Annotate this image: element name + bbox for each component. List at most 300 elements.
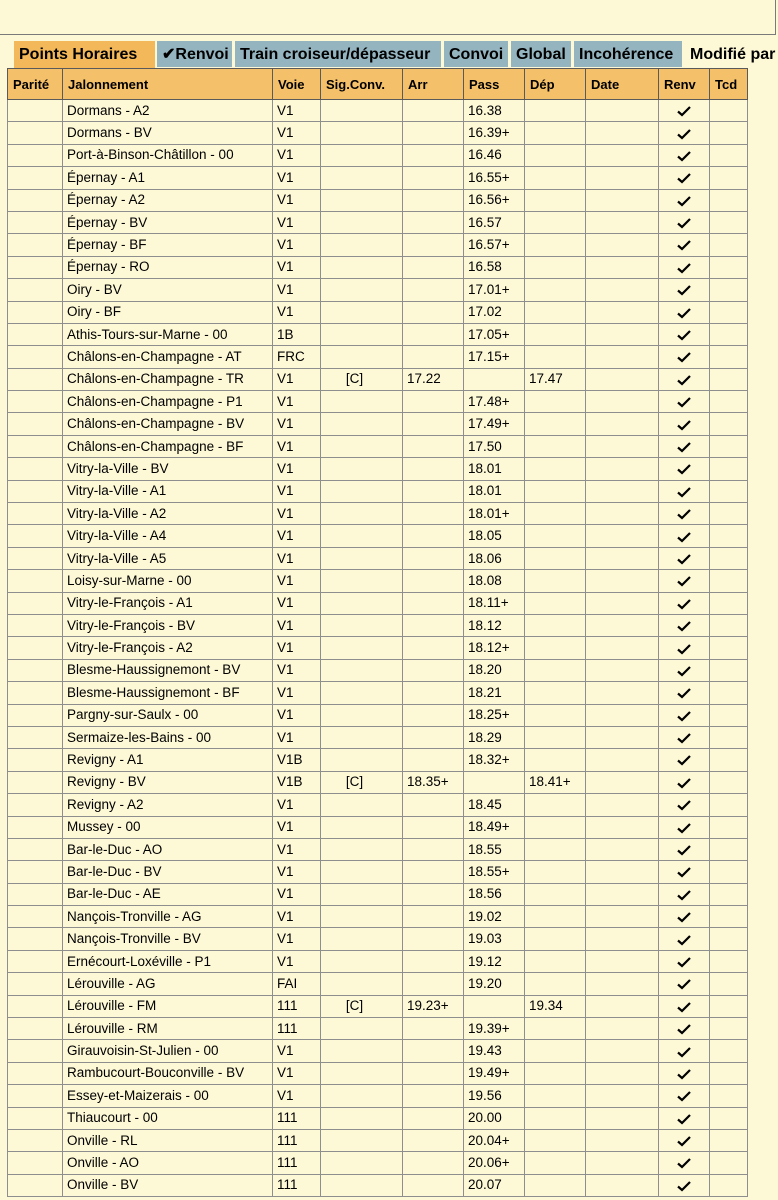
- arr-cell: [403, 637, 464, 659]
- date-cell: [586, 256, 659, 278]
- dep-cell: [525, 503, 586, 525]
- tcd-cell: [710, 211, 748, 233]
- pass-cell: 18.06: [464, 547, 525, 569]
- tcd-cell: [710, 1174, 748, 1196]
- pass-cell: 19.03: [464, 928, 525, 950]
- pass-cell: 19.56: [464, 1085, 525, 1107]
- renv-cell: [659, 749, 710, 771]
- sig-conv-cell: [321, 301, 403, 323]
- tcd-cell: [710, 301, 748, 323]
- arr-cell: [403, 346, 464, 368]
- tcd-cell: [710, 1085, 748, 1107]
- pass-cell: 18.05: [464, 525, 525, 547]
- parite-cell: [8, 525, 63, 547]
- parite-cell: [8, 211, 63, 233]
- voie-cell: V1: [273, 1085, 321, 1107]
- dep-cell: [525, 1129, 586, 1151]
- parite-cell: [8, 547, 63, 569]
- col-header-arr[interactable]: Arr: [403, 69, 464, 100]
- voie-cell: V1: [273, 861, 321, 883]
- tcd-cell: [710, 413, 748, 435]
- renv-cell: [659, 928, 710, 950]
- tab-convoi[interactable]: [444, 41, 508, 67]
- sig-conv-cell: [321, 525, 403, 547]
- parite-cell: [8, 167, 63, 189]
- col-header-date[interactable]: Date: [586, 69, 659, 100]
- checkmark-icon: [677, 620, 691, 632]
- arr-cell: [403, 144, 464, 166]
- voie-cell: V1: [273, 234, 321, 256]
- table-row[interactable]: [8, 861, 748, 883]
- date-cell: [586, 368, 659, 390]
- voie-cell: V1: [273, 570, 321, 592]
- checkmark-icon: [677, 329, 691, 341]
- col-header-voie[interactable]: Voie: [273, 69, 321, 100]
- pass-cell: 18.45: [464, 794, 525, 816]
- voie-cell: V1: [273, 435, 321, 457]
- table-row[interactable]: [8, 726, 748, 748]
- table-row[interactable]: [8, 1085, 748, 1107]
- jalonnement-cell: Nançois-Tronville - AG: [63, 906, 273, 928]
- checkmark-icon: [677, 441, 691, 453]
- tcd-cell: [710, 480, 748, 502]
- date-cell: [586, 144, 659, 166]
- table-row[interactable]: [8, 144, 748, 166]
- table-row[interactable]: [8, 592, 748, 614]
- table-row[interactable]: [8, 391, 748, 413]
- table-row[interactable]: [8, 458, 748, 480]
- checkmark-icon: ✔: [162, 46, 176, 63]
- renv-cell: [659, 435, 710, 457]
- date-cell: [586, 234, 659, 256]
- date-cell: [586, 816, 659, 838]
- pass-cell: 16.56+: [464, 189, 525, 211]
- table-row[interactable]: [8, 928, 748, 950]
- table-row[interactable]: [8, 100, 748, 122]
- date-cell: [586, 1107, 659, 1129]
- date-cell: [586, 637, 659, 659]
- jalonnement-cell: Pargny-sur-Saulx - 00: [63, 704, 273, 726]
- parite-cell: [8, 861, 63, 883]
- renv-cell: [659, 480, 710, 502]
- parite-cell: [8, 413, 63, 435]
- table-row[interactable]: [8, 950, 748, 972]
- jalonnement-cell: Rambucourt-Bouconville - BV: [63, 1062, 273, 1084]
- table-row[interactable]: [8, 167, 748, 189]
- arr-cell: [403, 122, 464, 144]
- tab-global[interactable]: [511, 41, 571, 67]
- sig-conv-cell: [321, 391, 403, 413]
- tcd-cell: [710, 704, 748, 726]
- tab-renvoi[interactable]: [157, 41, 232, 67]
- date-cell: [586, 749, 659, 771]
- sig-conv-cell: [321, 1174, 403, 1196]
- jalonnement-cell: Vitry-le-François - A2: [63, 637, 273, 659]
- checkmark-icon: [677, 1090, 691, 1102]
- checkmark-icon: [677, 128, 691, 140]
- tcd-cell: [710, 682, 748, 704]
- table-row[interactable]: [8, 704, 748, 726]
- parite-cell: [8, 928, 63, 950]
- tab-train-croiseur[interactable]: [235, 41, 441, 67]
- table-row[interactable]: [8, 682, 748, 704]
- sig-conv-cell: [321, 189, 403, 211]
- tcd-cell: [710, 144, 748, 166]
- jalonnement-cell: Épernay - RO: [63, 256, 273, 278]
- table-row[interactable]: [8, 1152, 748, 1174]
- pass-cell: 16.58: [464, 256, 525, 278]
- parite-cell: [8, 659, 63, 681]
- parite-cell: [8, 346, 63, 368]
- pass-cell: 16.39+: [464, 122, 525, 144]
- voie-cell: 111: [273, 1129, 321, 1151]
- date-cell: [586, 1174, 659, 1196]
- tcd-cell: [710, 100, 748, 122]
- table-row[interactable]: [8, 435, 748, 457]
- date-cell: [586, 391, 659, 413]
- table-row[interactable]: [8, 480, 748, 502]
- col-header-jalonnement[interactable]: Jalonnement: [63, 69, 273, 100]
- parite-cell: [8, 279, 63, 301]
- pass-cell: 18.08: [464, 570, 525, 592]
- pass-cell: 16.57+: [464, 234, 525, 256]
- table-row[interactable]: [8, 234, 748, 256]
- voie-cell: V1: [273, 704, 321, 726]
- arr-cell: [403, 682, 464, 704]
- renv-cell: [659, 794, 710, 816]
- dep-cell: [525, 592, 586, 614]
- dep-cell: [525, 234, 586, 256]
- checkmark-icon: [677, 1046, 691, 1058]
- checkmark-icon: [677, 866, 691, 878]
- arr-cell: [403, 838, 464, 860]
- tcd-cell: [710, 659, 748, 681]
- renv-cell: [659, 391, 710, 413]
- dep-cell: [525, 122, 586, 144]
- jalonnement-cell: Châlons-en-Champagne - BF: [63, 435, 273, 457]
- pass-cell: 16.57: [464, 211, 525, 233]
- sig-conv-cell: [321, 413, 403, 435]
- jalonnement-cell: Revigny - A2: [63, 794, 273, 816]
- date-cell: [586, 480, 659, 502]
- jalonnement-cell: Onville - BV: [63, 1174, 273, 1196]
- table-row[interactable]: [8, 1174, 748, 1196]
- dep-cell: [525, 1085, 586, 1107]
- jalonnement-cell: Mussey - 00: [63, 816, 273, 838]
- sig-conv-cell: [321, 906, 403, 928]
- voie-cell: V1: [273, 480, 321, 502]
- table-row[interactable]: [8, 122, 748, 144]
- voie-cell: 111: [273, 1018, 321, 1040]
- checkmark-icon: [677, 710, 691, 722]
- parite-cell: [8, 771, 63, 793]
- pass-cell: 18.12+: [464, 637, 525, 659]
- voie-cell: V1: [273, 950, 321, 972]
- table-row[interactable]: [8, 256, 748, 278]
- checkmark-icon: [677, 1023, 691, 1035]
- renv-cell: [659, 346, 710, 368]
- parite-cell: [8, 838, 63, 860]
- sig-conv-cell: [321, 704, 403, 726]
- checkmark-icon: [677, 1180, 691, 1192]
- checkmark-icon: [677, 374, 691, 386]
- table-row[interactable]: [8, 323, 748, 345]
- table-row[interactable]: [8, 995, 748, 1017]
- jalonnement-cell: Ernécourt-Loxéville - P1: [63, 950, 273, 972]
- voie-cell: 111: [273, 1152, 321, 1174]
- dep-cell: [525, 1062, 586, 1084]
- pass-cell: 18.55+: [464, 861, 525, 883]
- jalonnement-cell: Épernay - A2: [63, 189, 273, 211]
- voie-cell: V1: [273, 189, 321, 211]
- arr-cell: 17.22: [403, 368, 464, 390]
- jalonnement-cell: Châlons-en-Champagne - TR: [63, 368, 273, 390]
- renv-cell: [659, 771, 710, 793]
- date-cell: [586, 525, 659, 547]
- table-row[interactable]: [8, 279, 748, 301]
- checkmark-icon: [677, 150, 691, 162]
- tcd-cell: [710, 234, 748, 256]
- col-header-tcd[interactable]: Tcd: [710, 69, 748, 100]
- table-row[interactable]: [8, 816, 748, 838]
- sig-conv-cell: [321, 100, 403, 122]
- date-cell: [586, 458, 659, 480]
- checkmark-icon: [677, 732, 691, 744]
- dep-cell: [525, 726, 586, 748]
- renv-cell: [659, 659, 710, 681]
- arr-cell: [403, 435, 464, 457]
- dep-cell: [525, 928, 586, 950]
- dep-cell: [525, 1107, 586, 1129]
- dep-cell: [525, 816, 586, 838]
- date-cell: [586, 122, 659, 144]
- tab-modifie-par[interactable]: [685, 41, 778, 67]
- parite-cell: [8, 614, 63, 636]
- renv-cell: [659, 211, 710, 233]
- parite-cell: [8, 592, 63, 614]
- checkmark-icon: [677, 351, 691, 363]
- table-row[interactable]: [8, 794, 748, 816]
- date-cell: [586, 279, 659, 301]
- renv-cell: [659, 122, 710, 144]
- dep-cell: [525, 211, 586, 233]
- pass-cell: 17.48+: [464, 391, 525, 413]
- dep-cell: [525, 413, 586, 435]
- pass-cell: 20.06+: [464, 1152, 525, 1174]
- tcd-cell: [710, 883, 748, 905]
- date-cell: [586, 614, 659, 636]
- parite-cell: [8, 950, 63, 972]
- checkmark-icon: [677, 911, 691, 923]
- arr-cell: [403, 614, 464, 636]
- tab-points-horaires[interactable]: [14, 41, 155, 69]
- arr-cell: [403, 211, 464, 233]
- arr-cell: [403, 167, 464, 189]
- checkmark-icon: [677, 1001, 691, 1013]
- tcd-cell: [710, 726, 748, 748]
- dep-cell: [525, 906, 586, 928]
- renv-cell: [659, 301, 710, 323]
- parite-cell: [8, 816, 63, 838]
- tab-label: Global: [516, 46, 566, 63]
- renv-cell: [659, 279, 710, 301]
- pass-cell: 18.01: [464, 458, 525, 480]
- tcd-cell: [710, 771, 748, 793]
- table-row[interactable]: [8, 1062, 748, 1084]
- voie-cell: V1: [273, 167, 321, 189]
- tab-incoherence[interactable]: [574, 41, 682, 67]
- arr-cell: [403, 1152, 464, 1174]
- voie-cell: V1: [273, 682, 321, 704]
- voie-cell: FRC: [273, 346, 321, 368]
- arr-cell: [403, 704, 464, 726]
- table-row[interactable]: [8, 525, 748, 547]
- col-header-dep[interactable]: Dép: [525, 69, 586, 100]
- table-row[interactable]: [8, 1107, 748, 1129]
- arr-cell: [403, 950, 464, 972]
- dep-cell: [525, 883, 586, 905]
- parite-cell: [8, 122, 63, 144]
- tcd-cell: [710, 1152, 748, 1174]
- pass-cell: 16.46: [464, 144, 525, 166]
- tab-label: Train croiseur/dépasseur: [240, 46, 431, 63]
- parite-cell: [8, 749, 63, 771]
- sig-conv-cell: [321, 211, 403, 233]
- voie-cell: V1: [273, 1040, 321, 1062]
- jalonnement-cell: Châlons-en-Champagne - P1: [63, 391, 273, 413]
- renv-cell: [659, 1129, 710, 1151]
- voie-cell: V1: [273, 122, 321, 144]
- checkmark-icon: [677, 105, 691, 117]
- renv-cell: [659, 973, 710, 995]
- renv-cell: [659, 637, 710, 659]
- parite-cell: [8, 726, 63, 748]
- table-row[interactable]: [8, 659, 748, 681]
- renv-cell: [659, 570, 710, 592]
- sig-conv-cell: [321, 1129, 403, 1151]
- sig-conv-cell: [321, 167, 403, 189]
- dep-cell: [525, 749, 586, 771]
- table-row[interactable]: [8, 614, 748, 636]
- jalonnement-cell: Vitry-la-Ville - A2: [63, 503, 273, 525]
- col-header-pass[interactable]: Pass: [464, 69, 525, 100]
- dep-cell: [525, 167, 586, 189]
- dep-cell: [525, 1018, 586, 1040]
- table-row[interactable]: [8, 1018, 748, 1040]
- parite-cell: [8, 256, 63, 278]
- jalonnement-cell: Bar-le-Duc - BV: [63, 861, 273, 883]
- table-row[interactable]: [8, 637, 748, 659]
- dep-cell: 19.34: [525, 995, 586, 1017]
- arr-cell: [403, 503, 464, 525]
- tcd-cell: [710, 1107, 748, 1129]
- arr-cell: [403, 480, 464, 502]
- renv-cell: [659, 1040, 710, 1062]
- table-row[interactable]: [8, 1040, 748, 1062]
- tab-label: Incohérence: [579, 46, 674, 63]
- checkmark-icon: [677, 575, 691, 587]
- sig-conv-cell: [321, 570, 403, 592]
- sig-conv-cell: [321, 749, 403, 771]
- tcd-cell: [710, 1062, 748, 1084]
- table-row[interactable]: [8, 368, 748, 390]
- voie-cell: V1: [273, 301, 321, 323]
- parite-cell: [8, 1062, 63, 1084]
- table-row[interactable]: [8, 749, 748, 771]
- table-row[interactable]: [8, 413, 748, 435]
- date-cell: [586, 1152, 659, 1174]
- pass-cell: 18.32+: [464, 749, 525, 771]
- table-row[interactable]: [8, 503, 748, 525]
- tcd-cell: [710, 503, 748, 525]
- date-cell: [586, 950, 659, 972]
- tcd-cell: [710, 122, 748, 144]
- pass-cell: 18.56: [464, 883, 525, 905]
- table-row[interactable]: [8, 973, 748, 995]
- arr-cell: [403, 301, 464, 323]
- checkmark-icon: [677, 687, 691, 699]
- table-row[interactable]: [8, 883, 748, 905]
- voie-cell: V1: [273, 659, 321, 681]
- table-row[interactable]: [8, 211, 748, 233]
- tcd-cell: [710, 256, 748, 278]
- sig-conv-cell: [321, 1152, 403, 1174]
- arr-cell: [403, 794, 464, 816]
- sig-conv-cell: [321, 458, 403, 480]
- pass-cell: [464, 771, 525, 793]
- table-row[interactable]: [8, 346, 748, 368]
- date-cell: [586, 503, 659, 525]
- dep-cell: [525, 256, 586, 278]
- sig-conv-cell: [321, 816, 403, 838]
- sig-conv-cell: [321, 1062, 403, 1084]
- table-row[interactable]: [8, 301, 748, 323]
- tcd-cell: [710, 346, 748, 368]
- table-row[interactable]: [8, 547, 748, 569]
- renv-cell: [659, 1107, 710, 1129]
- tcd-cell: [710, 794, 748, 816]
- parite-cell: [8, 1174, 63, 1196]
- checkmark-icon: [677, 396, 691, 408]
- sig-conv-cell: [321, 480, 403, 502]
- table-row[interactable]: [8, 570, 748, 592]
- arr-cell: 18.35+: [403, 771, 464, 793]
- pass-cell: [464, 995, 525, 1017]
- dep-cell: 17.47: [525, 368, 586, 390]
- tcd-cell: [710, 1129, 748, 1151]
- date-cell: [586, 861, 659, 883]
- col-header-sig-conv[interactable]: Sig.Conv.: [321, 69, 403, 100]
- voie-cell: V1: [273, 1062, 321, 1084]
- date-cell: [586, 973, 659, 995]
- col-header-renv[interactable]: Renv: [659, 69, 710, 100]
- jalonnement-cell: Sermaize-les-Bains - 00: [63, 726, 273, 748]
- pass-cell: 18.20: [464, 659, 525, 681]
- table-row[interactable]: [8, 1129, 748, 1151]
- arr-cell: [403, 391, 464, 413]
- table-row[interactable]: [8, 189, 748, 211]
- checkmark-icon: [677, 934, 691, 946]
- date-cell: [586, 1040, 659, 1062]
- table-row[interactable]: [8, 771, 748, 793]
- table-row[interactable]: [8, 906, 748, 928]
- col-header-parite[interactable]: Parité: [8, 69, 63, 100]
- parite-cell: [8, 503, 63, 525]
- renv-cell: [659, 950, 710, 972]
- table-row[interactable]: [8, 838, 748, 860]
- jalonnement-cell: Blesme-Haussignemont - BF: [63, 682, 273, 704]
- parite-cell: [8, 1085, 63, 1107]
